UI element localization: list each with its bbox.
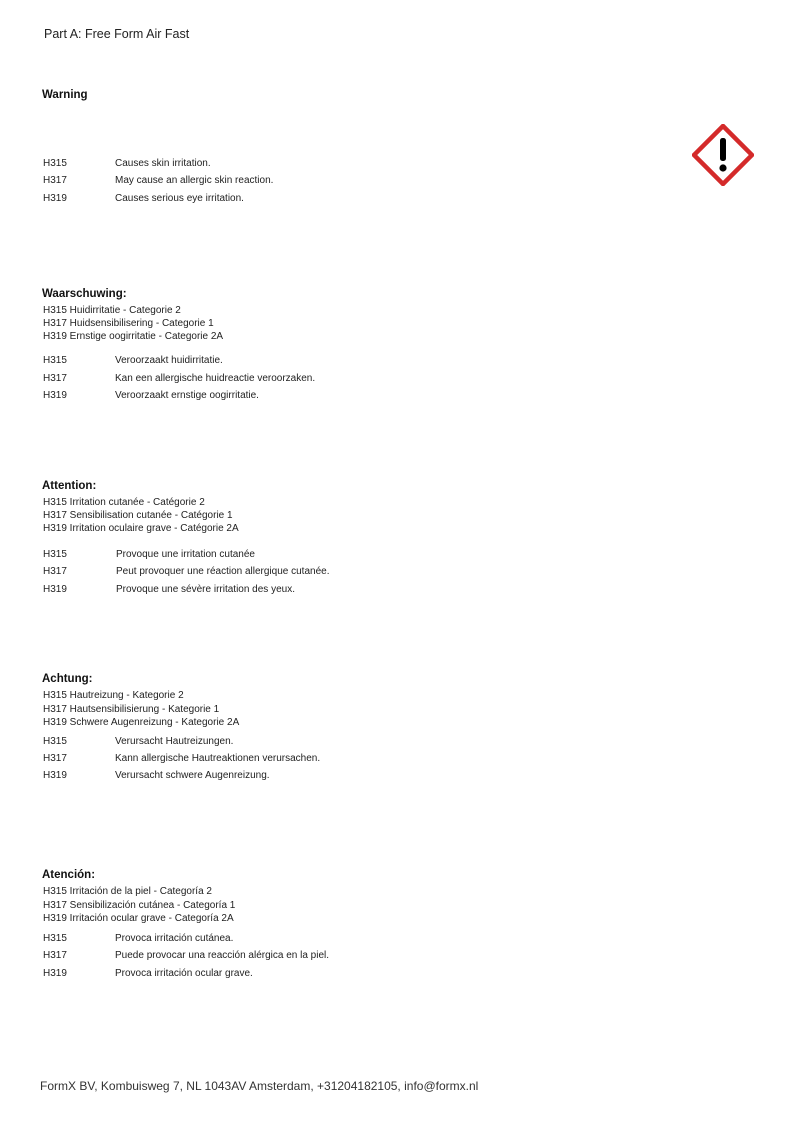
- statement-code: H317: [43, 950, 67, 961]
- classification-line: H315 Hautreizung - Kategorie 2: [43, 690, 184, 701]
- statement-text: Provoca irritación cutánea.: [115, 933, 234, 944]
- statement-text: Veroorzaakt huidirritatie.: [115, 355, 223, 366]
- statement-code: H317: [43, 175, 67, 186]
- section-title-nl: Waarschuwing:: [42, 288, 127, 300]
- statement-code: H315: [43, 549, 67, 560]
- statement-text: Provoque une irritation cutanée: [116, 549, 255, 560]
- statement-text: Verursacht Hautreizungen.: [115, 736, 234, 747]
- section-title-es: Atención:: [42, 869, 96, 881]
- statement-text: May cause an allergic skin reaction.: [115, 175, 274, 186]
- statement-code: H317: [43, 566, 67, 577]
- statement-code: H315: [43, 933, 67, 944]
- section-title-en: Warning: [42, 89, 88, 101]
- statement-code: H315: [43, 736, 67, 747]
- statement-text: Puede provocar una reacción alérgica en la piel.: [115, 950, 330, 961]
- statement-text: Causes serious eye irritation.: [115, 193, 244, 204]
- classification-line: H317 Huidsensibilisering - Categorie 1: [43, 318, 214, 329]
- classification-line: H319 Ernstige oogirritatie - Categorie 2A: [43, 331, 224, 342]
- statement-text: Provoque une sévère irritation des yeux.: [116, 584, 295, 595]
- statement-text: Causes skin irritation.: [115, 158, 211, 169]
- statement-code: H315: [43, 355, 67, 366]
- statement-text: Peut provoquer une réaction allergique cutanée.: [116, 566, 330, 577]
- classification-line: H319 Schwere Augenreizung - Kategorie 2A: [43, 717, 240, 728]
- statement-code: H319: [43, 584, 67, 595]
- classification-line: H317 Sensibilización cutánea - Categoría 1: [43, 900, 236, 911]
- statement-text: Verursacht schwere Augenreizung.: [115, 770, 270, 781]
- classification-line: H317 Sensibilisation cutanée - Catégorie 1: [43, 510, 233, 521]
- statement-code: H319: [43, 390, 67, 401]
- statement-code: H319: [43, 770, 67, 781]
- section-title-fr: Attention:: [42, 480, 97, 492]
- statement-text: Kann allergische Hautreaktionen verursachen.: [115, 753, 321, 764]
- document-header: Part A: Free Form Air Fast: [44, 27, 190, 41]
- statement-code: H317: [43, 373, 67, 384]
- statement-code: H319: [43, 193, 67, 204]
- classification-line: H315 Huidirritatie - Categorie 2: [43, 305, 181, 316]
- statement-code: H315: [43, 158, 67, 169]
- classification-line: H319 Irritación ocular grave - Categoría 2A: [43, 913, 234, 924]
- statement-code: H317: [43, 753, 67, 764]
- statement-text: Veroorzaakt ernstige oogirritatie.: [115, 390, 259, 401]
- statement-text: Provoca irritación ocular grave.: [115, 968, 253, 979]
- section-title-de: Achtung:: [42, 673, 93, 685]
- classification-line: H317 Hautsensibilisierung - Kategorie 1: [43, 704, 220, 715]
- statement-text: Kan een allergische huidreactie veroorzaken.: [115, 373, 316, 384]
- statement-code: H319: [43, 968, 67, 979]
- classification-line: H315 Irritation cutanée - Catégorie 2: [43, 497, 205, 508]
- ghs07-exclamation-mark-icon: [692, 124, 754, 186]
- classification-line: H319 Irritation oculaire grave - Catégorie 2A: [43, 523, 239, 534]
- footer-contact: FormX BV, Kombuisweg 7, NL 1043AV Amsterdam, +31204182105, info@formx.nl: [40, 1079, 479, 1093]
- classification-line: H315 Irritación de la piel - Categoría 2: [43, 886, 212, 897]
